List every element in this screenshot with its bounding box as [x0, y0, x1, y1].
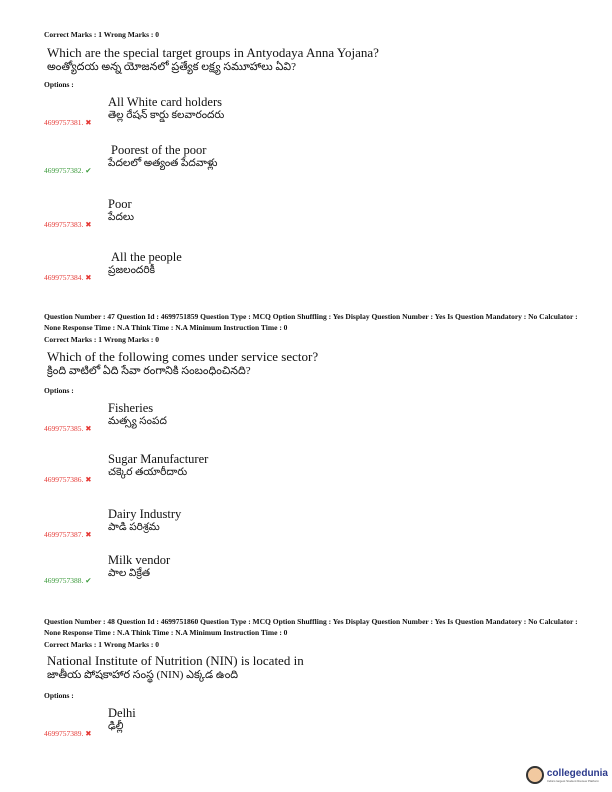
wrong-cross-icon: ✖ [85, 475, 92, 484]
collegedunia-logo [526, 766, 608, 784]
option-text-en: Dairy Industry [108, 507, 182, 521]
wrong-cross-icon: ✖ [85, 729, 92, 738]
option-text-te: పాడి పరిశ్రమ [108, 522, 160, 533]
q48-meta: Question Number : 48 Question Id : 4699751860 Question Type : MCQ Option Shuffling : Yes Display Question Number : Yes Is Question Mandatory : No Calculator : None Response Time : N.A Think Time : N.A Minimum Instruction Time : 0 [44, 617, 578, 637]
q46-marks: Correct Marks : 1 Wrong Marks : 0 [44, 30, 160, 39]
option-text-te: తెల్ల రేషన్ కార్డు కలవారందరు [108, 110, 225, 121]
q48-marks: Correct Marks : 1 Wrong Marks : 0 [44, 640, 160, 649]
wrong-cross-icon: ✖ [85, 220, 92, 229]
q47-options-label: Options : [44, 386, 74, 395]
wrong-cross-icon: ✖ [85, 273, 92, 282]
option-id: 4699757381. ✖ [44, 118, 92, 127]
correct-check-icon: ✔ [85, 166, 92, 175]
option-text-en: Sugar Manufacturer [108, 452, 209, 466]
option-text-en: Poorest of the poor [111, 143, 207, 157]
q46-text-te: అంత్యోదయ అన్న యోజనలో ప్రత్యేక లక్ష్య సమూహాలు ఏవి? [47, 61, 297, 73]
option-text-te: చక్కెర తయారీదారు [108, 467, 188, 478]
q48-options-label: Options : [44, 691, 74, 700]
logo-name: collegedunia [546, 767, 608, 779]
option-text-en: Fisheries [108, 401, 154, 415]
q47-marks: Correct Marks : 1 Wrong Marks : 0 [44, 335, 160, 344]
option-text-en: Delhi [108, 706, 136, 720]
option-text-te: ప్రజలందరికీ [108, 265, 156, 276]
wrong-cross-icon: ✖ [85, 118, 92, 127]
option-text-te: మత్స్య సంపద [108, 416, 167, 427]
option-text-te: పేదలు [108, 212, 134, 223]
q48-text-te: జాతీయ పోషకాహార సంస్థ (NIN) ఎక్కడ ఉంది [47, 669, 239, 681]
q47-meta: Question Number : 47 Question Id : 4699751859 Question Type : MCQ Option Shuffling : Yes Display Question Number : Yes Is Question Mandatory : No Calculator : None Response Time : N.A Think Time : N.A Minimum Instruction Time : 0 [44, 312, 578, 332]
option-text-en: All the people [111, 250, 182, 264]
option-text-en: Milk vendor [108, 553, 171, 567]
option-id: 4699757389. ✖ [44, 729, 92, 738]
q47-text-en: Which of the following comes under service sector? [47, 349, 319, 364]
wrong-cross-icon: ✖ [85, 424, 92, 433]
q48-text-en: National Institute of Nutrition (NIN) is located in [47, 653, 304, 668]
option-id: 4699757382. ✔ [44, 166, 92, 175]
option-text-te: ఢిల్లీ [108, 721, 124, 732]
option-text-en: Poor [108, 197, 132, 211]
option-text-en: All White card holders [108, 95, 222, 109]
option-id: 4699757386. ✖ [44, 475, 92, 484]
option-id: 4699757388. ✔ [44, 576, 92, 585]
wrong-cross-icon: ✖ [85, 530, 92, 539]
option-text-te: పాల విక్రేత [108, 568, 151, 579]
option-id: 4699757385. ✖ [44, 424, 92, 433]
logo-tagline: India's largest Student Review Platform [546, 778, 600, 783]
correct-check-icon: ✔ [85, 576, 92, 585]
option-id: 4699757383. ✖ [44, 220, 92, 229]
option-id: 4699757384. ✖ [44, 273, 92, 282]
mascot-icon [526, 766, 544, 784]
option-id: 4699757387. ✖ [44, 530, 92, 539]
q46-options-label: Options : [44, 80, 74, 89]
option-text-te: పేదలలో అత్యంత పేదవాళ్లు [108, 158, 218, 169]
q47-text-te: క్రింది వాటిలో ఏది సేవా రంగానికి సంబంధించినది? [47, 365, 251, 377]
q46-text-en: Which are the special target groups in Antyodaya Anna Yojana? [47, 45, 379, 60]
